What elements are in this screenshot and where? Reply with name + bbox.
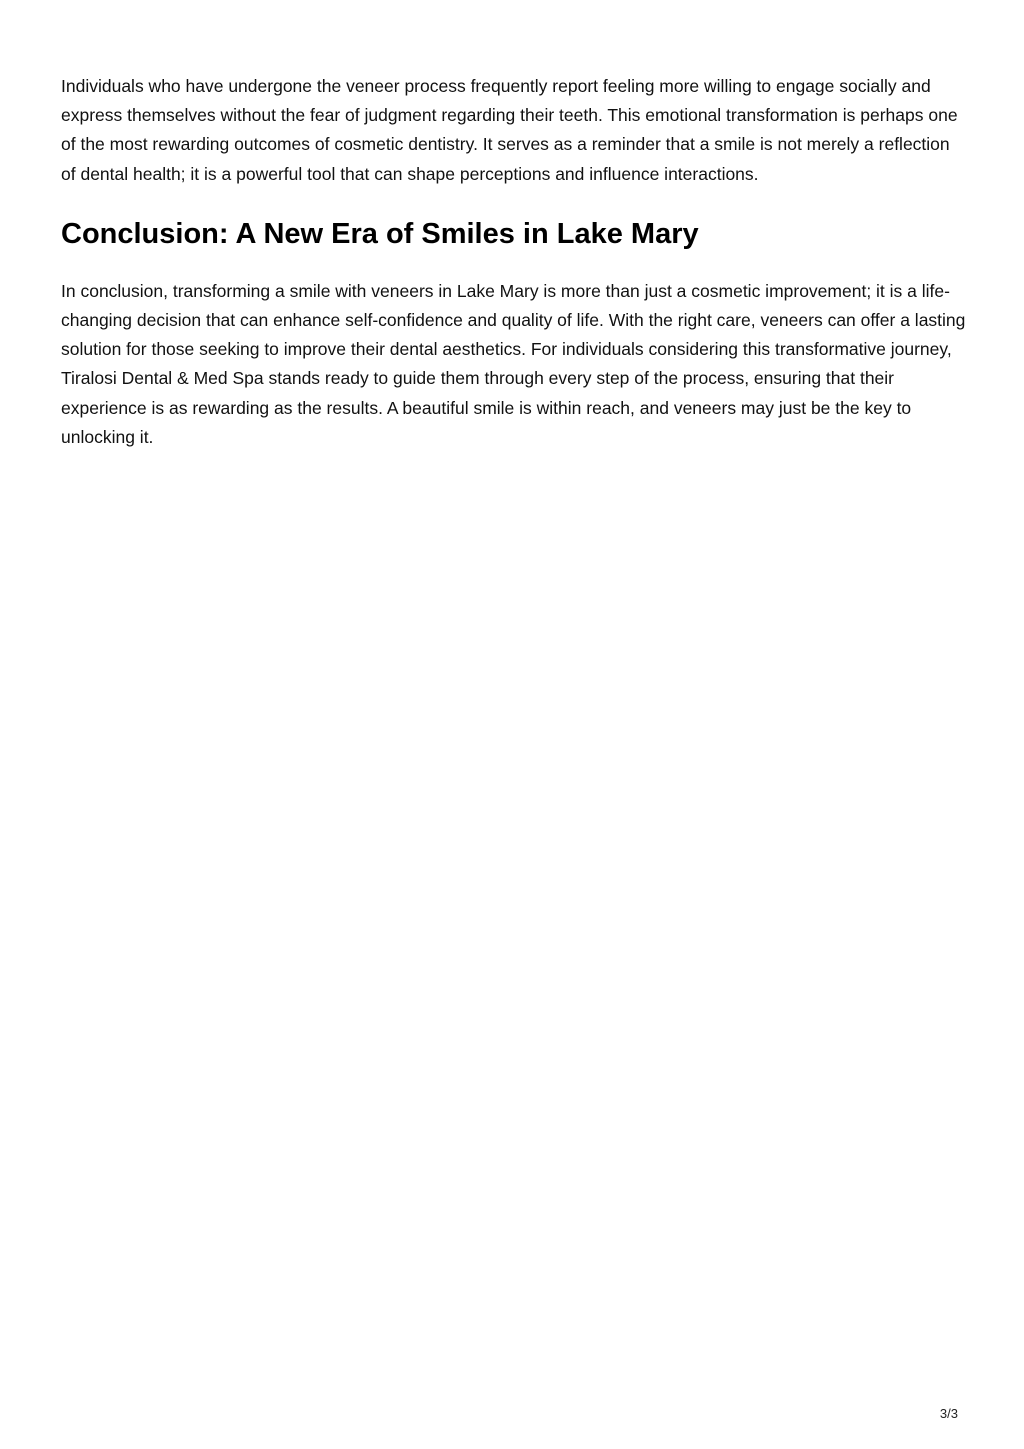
document-body: [61, 72, 966, 452]
conclusion-paragraph: In conclusion, transforming a smile with veneers in Lake Mary is more than just a cosmetic improvement; it is a life-changing decision that can enhance self-confidence and quality of life. With the right care, veneers can offer a lasting solution for those seeking to improve their dental aesthetics. For individuals considering this transformative journey, Tiralosi Dental & Med Spa stands ready to guide them through every step of the process, ensuring that their experience is as rewarding as the results. A beautiful smile is within reach, and veneers may just be the key to unlocking it.: [61, 280, 966, 447]
page-number: 3/3: [939, 1406, 958, 1421]
conclusion-heading: Conclusion: A New Era of Smiles in Lake Mary: [61, 217, 699, 250]
intro-paragraph: Individuals who have undergone the veneer process frequently report feeling more willing to engage socially and express themselves without the fear of judgment regarding their teeth. This emotional transformation is perhaps one of the most rewarding outcomes of cosmetic dentistry. It serves as a reminder that a smile is not merely a reflection of dental health; it is a powerful tool that can shape perceptions and influence interactions.: [61, 76, 958, 184]
